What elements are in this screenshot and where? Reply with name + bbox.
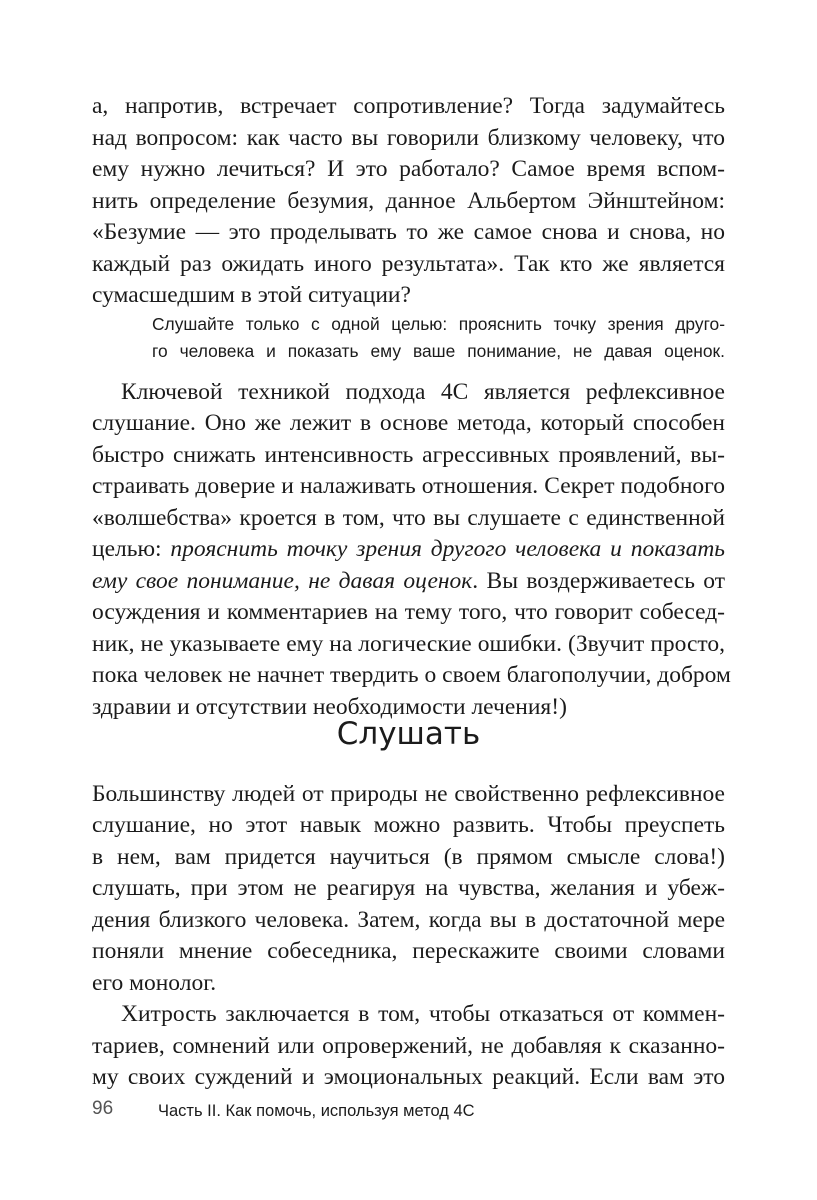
text-line: каждый раз ожидать иного результата». Так кто же является	[92, 251, 725, 277]
text-line: ник, не указываете ему на логические ошибки. (Звучит просто,	[92, 631, 725, 657]
text-line: «волшебства» кроется в том, что вы слушаете с единственной	[92, 505, 725, 531]
text-line: поняли мнение собеседника, перескажите своими словами	[92, 938, 725, 964]
text-line: Ключевой техникой подхода 4С является рефлексивное	[121, 379, 725, 405]
text-line: дения близкого человека. Затем, когда вы в достаточной мере	[92, 907, 725, 933]
text-line: ему нужно лечиться? И это работало? Самое время вспом-	[92, 156, 725, 182]
text-line: слушание. Оно же лежит в основе метода, который способен	[92, 410, 725, 436]
text-line: в нем, вам придется научиться (в прямом смысле слова!)	[92, 844, 725, 870]
text-line: му своих суждений и эмоциональных реакций. Если вам это	[92, 1064, 725, 1090]
quote-line: го человека и показать ему ваше понимание, не давая оценок.	[152, 341, 725, 361]
quote-line: Слушайте только с одной целью: прояснить точку зрения друго-	[152, 314, 725, 334]
text-line: «Безумие — это проделывать то же самое снова и снова, но	[92, 219, 725, 245]
text-line: быстро снижать интенсивность агрессивных проявлений, вы-	[92, 442, 725, 468]
text-line: пока человек не начнет твердить о своем благополучии, добром	[92, 662, 731, 688]
text-line: нить определение безумия, данное Альбертом Эйнштейном:	[92, 188, 725, 214]
page-number: 96	[92, 1098, 114, 1119]
text-line	[92, 535, 725, 563]
text-line: страивать доверие и налаживать отношения. Секрет подобного	[92, 473, 725, 499]
text-line: Большинству людей от природы не свойственно рефлексивное	[92, 781, 725, 807]
text-fragment: целью:	[92, 536, 171, 562]
section-heading: Слушать	[336, 716, 481, 752]
text-line: осуждения и комментариев на тему того, что говорит собесед-	[92, 599, 725, 625]
text-line: здравии и отсутствии необходимости лечения!)	[92, 694, 567, 720]
text-line: его монолог.	[92, 970, 217, 996]
text-line: над вопросом: как часто вы говорили близкому человеку, что	[92, 125, 725, 151]
text-line: а, напротив, встречает сопротивление? Тогда задумайтесь	[92, 93, 725, 119]
text-line: слушание, но этот навык можно развить. Чтобы преуспеть	[92, 812, 725, 838]
text-line: Хитрость заключается в том, чтобы отказаться от коммен-	[121, 1001, 725, 1027]
italic-emphasis: ему свое понимание, не давая оценок	[92, 568, 473, 594]
text-line: тариев, сомнений или опровержений, не добавляя к сказанно-	[92, 1033, 725, 1059]
text-line	[92, 567, 725, 595]
italic-emphasis: прояснить точку зрения другого человека и показать	[170, 536, 725, 562]
text-fragment: . Вы воздерживаетесь от	[472, 568, 725, 594]
running-title: Часть II. Как помочь, используя метод 4С	[158, 1102, 475, 1120]
text-line: сумасшедшим в этой ситуации?	[92, 282, 411, 308]
text-line: слушать, при этом не реагируя на чувства, желания и убеж-	[92, 875, 725, 901]
